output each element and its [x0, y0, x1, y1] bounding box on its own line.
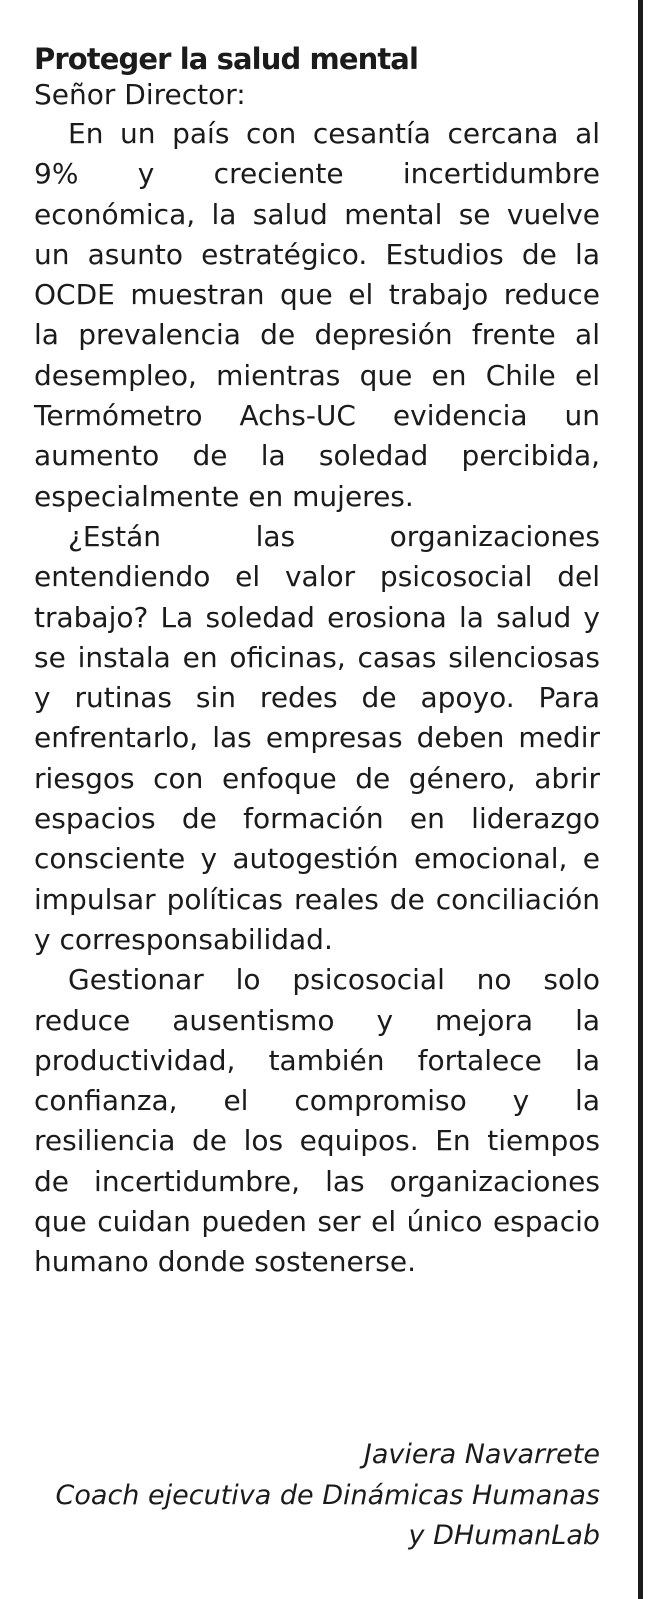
letter-paragraph-3: Gestionar lo psicosocial no solo reduce ausentismo y mejora la productividad, también fortalece la confianza, el compromiso y la resiliencia de los equipos. En tiempos de incertidumbre, las organizaciones que cuidan pueden ser el único espacio humano donde sostenerse. — [34, 963, 600, 1279]
letter-headline: Proteger la salud mental — [34, 42, 419, 76]
salutation: Señor Director: — [34, 78, 246, 111]
letter-to-editor — [34, 42, 600, 1283]
author-name: Javiera Navarrete — [363, 1439, 600, 1470]
author-title-line-1: Coach ejecutiva de Dinámicas Humanas — [55, 1479, 600, 1511]
letter-paragraph-2: ¿Están las organizaciones entendiendo el valor psicosocial del trabajo? La soledad erosiona la salud y se instala en oficinas, casas silenciosas y rutinas sin redes de apoyo. Para enfrentarlo, las empresas deben medir riesgos con enfoque de género, abrir espacios de formación en liderazgo consciente y autogestión emocional, e impulsar políticas reales de conciliación y corresponsabilidad. — [34, 519, 600, 956]
signature-block — [56, 1435, 600, 1557]
letter-paragraph-1: En un país con cesantía cercana al 9% y creciente incertidumbre económica, la salud mental se vuelve un asunto estratégico. Estudios de la OCDE muestran que el trabajo reduce la prevalencia de depresión frente al desempleo, mientras que en Chile el Termómetro Achs-UC evidencia un aumento de la soledad percibida, especialmente en mujeres. — [34, 117, 600, 513]
column-rule — [638, 0, 643, 1599]
author-title-line-2: y DHumanLab — [408, 1520, 600, 1551]
